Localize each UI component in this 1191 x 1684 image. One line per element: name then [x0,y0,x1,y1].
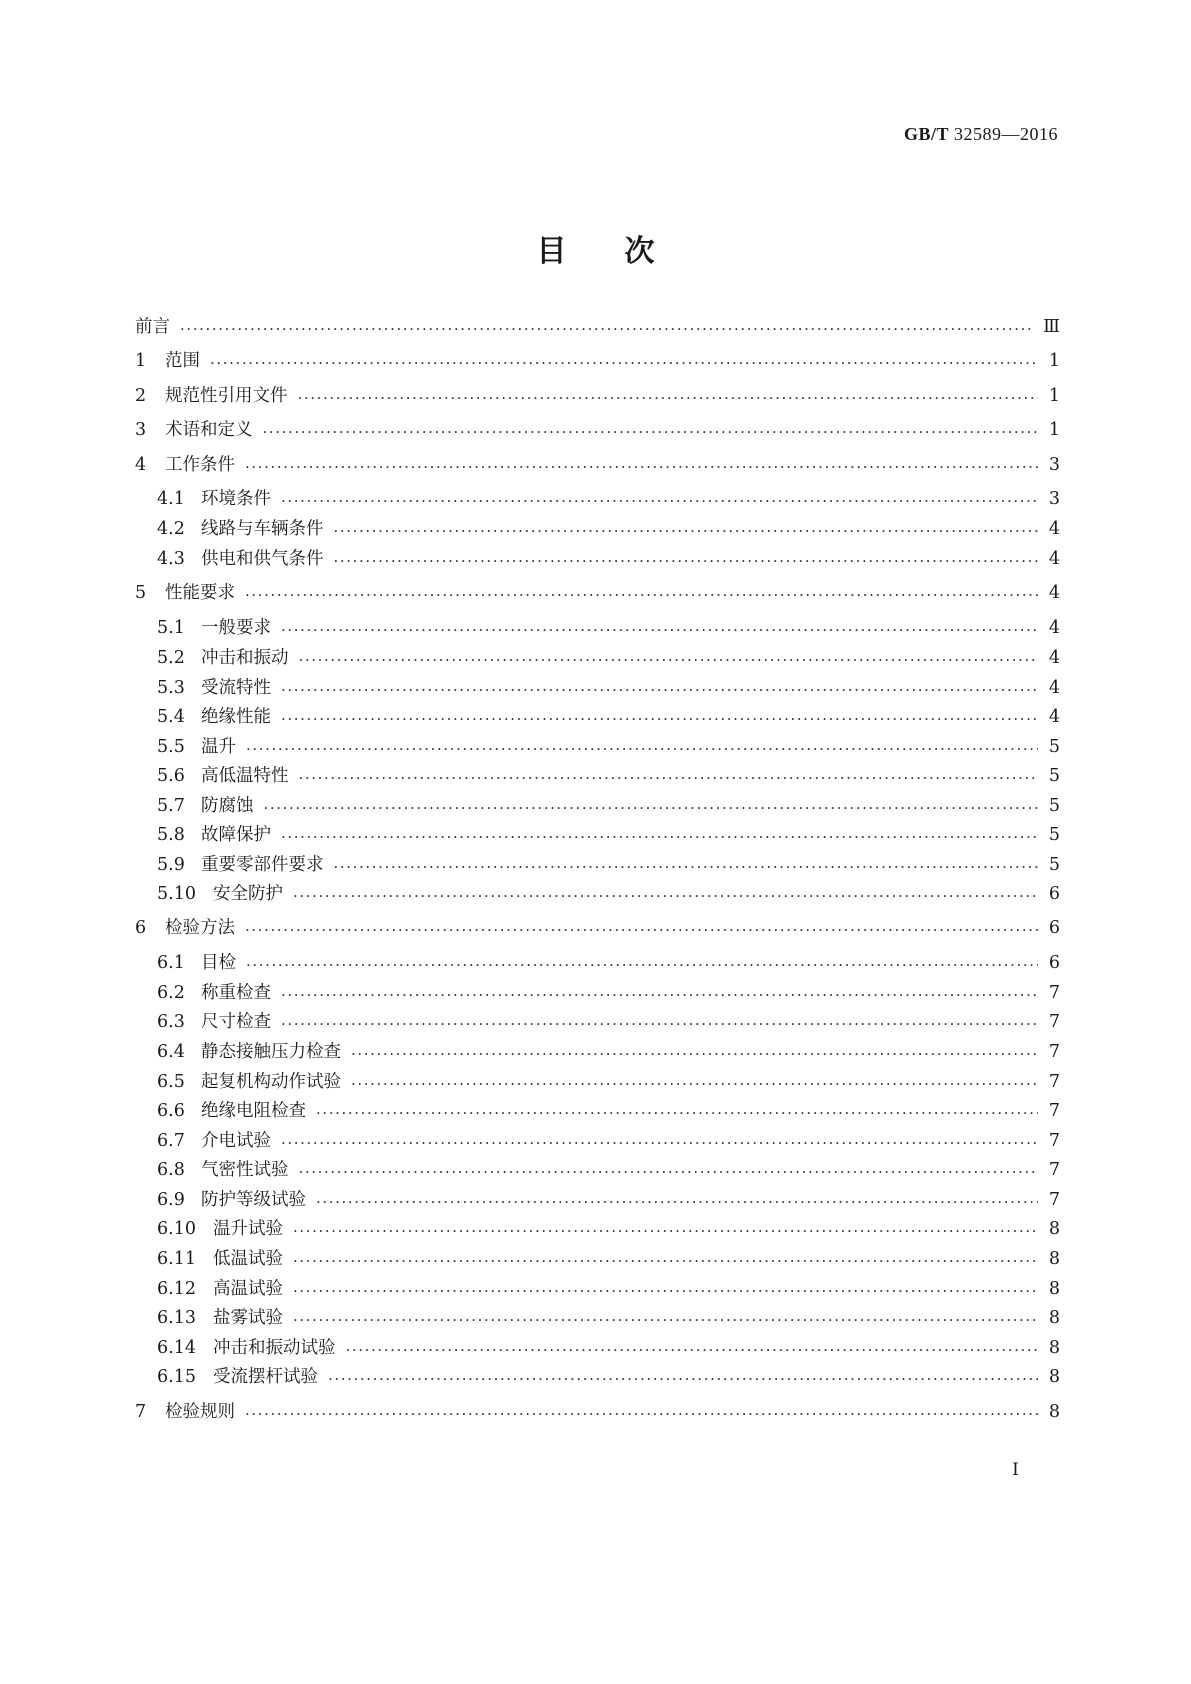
toc-entry-number: 5.7 [157,796,185,816]
toc-entry-label: 工作条件 [165,455,235,475]
toc-entry[interactable] [135,347,1060,371]
toc-leader-dots [298,388,1039,410]
toc-entry-label: 气密性试验 [201,1160,289,1180]
toc-entry[interactable] [135,821,1060,845]
toc-entry[interactable] [135,1186,1060,1210]
toc-entry[interactable] [135,851,1060,875]
toc-entry[interactable] [135,1127,1060,1151]
toc-entry-page: 6 [1048,918,1060,938]
toc-entry-page: 1 [1048,386,1060,406]
toc-entry[interactable] [135,1398,1060,1422]
toc-entry-label: 范围 [165,351,200,371]
toc-entry-number: 5.3 [157,678,185,698]
toc-leader-dots [281,680,1038,702]
toc-entry[interactable] [135,485,1060,509]
toc-entry-page: 8 [1048,1367,1060,1387]
toc-entry-label: 重要零部件要求 [201,855,324,875]
toc-entry-number: 2 [135,386,147,406]
toc-entry-number: 5.8 [157,825,185,845]
toc-leader-dots [245,457,1038,479]
toc-entry-number: 5.1 [157,618,185,638]
toc-leader-dots [293,1310,1038,1332]
toc-entry-number: 5 [135,583,147,603]
toc-entry-label: 绝缘电阻检查 [201,1101,306,1121]
toc-entry[interactable] [135,1304,1060,1328]
toc-leader-dots [346,1340,1039,1362]
standard-number: 32589—2016 [954,124,1058,144]
toc-entry-label: 绝缘性能 [201,707,271,727]
toc-entry-page: 5 [1048,855,1060,875]
toc-entry-page: 3 [1048,489,1060,509]
toc-leader-dots [334,521,1039,543]
toc-leader-dots [328,1369,1038,1391]
toc-entry-number: 6.14 [157,1338,196,1358]
toc-entry-page: 6 [1048,953,1060,973]
toc-entry-label: 低温试验 [213,1249,283,1269]
toc-entry-number: 5.2 [157,648,185,668]
toc-leader-dots [281,491,1038,513]
toc-leader-dots [316,1103,1038,1125]
toc-entry-label: 称重检查 [201,983,271,1003]
toc-entry-page: 4 [1048,707,1060,727]
toc-leader-dots [316,1192,1038,1214]
toc-entry-page: 7 [1048,1131,1060,1151]
toc-leader-dots [246,955,1038,977]
toc-entry-label: 供电和供气条件 [201,549,324,569]
toc-leader-dots [246,739,1038,761]
toc-entry-number: 4 [135,455,147,475]
toc-entry-label: 温升试验 [213,1219,283,1239]
toc-entry[interactable] [135,614,1060,638]
toc-entry-page: 1 [1048,351,1060,371]
toc-leader-dots [334,857,1039,879]
toc-entry[interactable] [135,1156,1060,1180]
toc-entry-page: 7 [1048,1160,1060,1180]
toc-entry[interactable] [135,1215,1060,1239]
toc-entry-number: 7 [135,1402,147,1422]
toc-entry-label: 高温试验 [213,1279,283,1299]
toc-entry-number: 6.11 [157,1249,196,1269]
toc-entry-number: 6.10 [157,1219,196,1239]
toc-entry-page: 4 [1048,519,1060,539]
toc-leader-dots [245,920,1038,942]
toc-entry-page: 4 [1048,678,1060,698]
toc-entry-page: 8 [1048,1308,1060,1328]
toc-entry[interactable] [135,1334,1060,1358]
toc-entry[interactable] [135,313,1060,337]
toc-entry-number: 6.7 [157,1131,185,1151]
toc-leader-dots [263,422,1039,444]
toc-entry[interactable] [135,1068,1060,1092]
toc-entry-page: 5 [1048,796,1060,816]
toc-leader-dots [351,1044,1038,1066]
toc-entry[interactable] [135,644,1060,668]
toc-entry-page: 8 [1048,1402,1060,1422]
toc-leader-dots [281,827,1038,849]
toc-entry[interactable] [135,1275,1060,1299]
toc-entry-number: 6.12 [157,1279,196,1299]
toc-leader-dots [264,798,1039,820]
toc-leader-dots [180,319,1033,341]
toc-entry-page: 5 [1048,766,1060,786]
toc-entry-number: 6 [135,918,147,938]
toc-entry[interactable] [135,914,1060,938]
toc-entry-page: 4 [1048,648,1060,668]
toc-entry-label: 受流摆杆试验 [213,1367,318,1387]
toc-entry-label: 性能要求 [165,583,235,603]
toc-entry-number: 1 [135,351,147,371]
toc-leader-dots [281,620,1038,642]
toc-entry-label: 一般要求 [201,618,271,638]
toc-leader-dots [281,1014,1038,1036]
toc-entry[interactable] [135,949,1060,973]
toc-entry-label: 目检 [201,953,236,973]
toc-entry-label: 检验方法 [165,918,235,938]
toc-entry[interactable] [135,515,1060,539]
toc-entry-page: 7 [1048,1012,1060,1032]
toc-leader-dots [245,1404,1038,1426]
toc-entry-number: 6.8 [157,1160,185,1180]
toc-entry-label: 安全防护 [213,884,283,904]
toc-entry-number: 4.3 [157,549,185,569]
toc-leader-dots [210,353,1038,375]
toc-entry-label: 线路与车辆条件 [201,519,324,539]
toc-leader-dots [334,551,1039,573]
toc-entry[interactable] [135,579,1060,603]
toc-entry-number: 6.2 [157,983,185,1003]
toc-entry[interactable] [135,1008,1060,1032]
toc-entry-number: 5.5 [157,737,185,757]
toc-entry[interactable] [135,1245,1060,1269]
toc-entry-page: 4 [1048,618,1060,638]
page-number: I [1012,1460,1019,1480]
toc-entry-number: 5.10 [157,884,196,904]
toc-entry-label: 防护等级试验 [201,1190,306,1210]
toc-entry[interactable] [135,762,1060,786]
toc-leader-dots [245,585,1038,607]
toc-entry-page: 8 [1048,1219,1060,1239]
toc-entry[interactable] [135,545,1060,569]
toc-entry-label: 受流特性 [201,678,271,698]
toc-entry[interactable] [135,451,1060,475]
toc-entry[interactable] [135,792,1060,816]
toc-entry-page: 4 [1048,549,1060,569]
toc-entry[interactable] [135,382,1060,406]
toc-entry-label: 故障保护 [201,825,271,845]
toc-entry-number: 6.9 [157,1190,185,1210]
toc-leader-dots [293,886,1038,908]
toc-entry-page: 7 [1048,1042,1060,1062]
toc-entry[interactable] [135,1363,1060,1387]
toc-entry-number: 5.9 [157,855,185,875]
toc-entry-page: 8 [1048,1249,1060,1269]
toc-leader-dots [351,1074,1038,1096]
toc-leader-dots [293,1281,1038,1303]
toc-entry-page: 8 [1048,1279,1060,1299]
toc-entry-page: 3 [1048,455,1060,475]
page-title: 目次 [536,234,713,269]
toc-entry-number: 6.13 [157,1308,196,1328]
toc-entry-label: 冲击和振动 [201,648,289,668]
toc-entry-number: 6.5 [157,1072,185,1092]
toc-entry-number: 4.1 [157,489,185,509]
toc-leader-dots [281,709,1038,731]
toc-entry[interactable] [135,1038,1060,1062]
toc-entry-page: Ⅲ [1043,317,1060,337]
toc-entry-page: 7 [1048,1190,1060,1210]
toc-entry[interactable] [135,674,1060,698]
toc-entry-page: 5 [1048,737,1060,757]
toc-entry-number: 6.4 [157,1042,185,1062]
toc-entry[interactable] [135,703,1060,727]
toc-entry-number: 3 [135,420,147,440]
standard-prefix: GB/T [903,124,949,144]
toc-entry[interactable] [135,880,1060,904]
toc-entry-label: 环境条件 [201,489,271,509]
toc-leader-dots [281,985,1038,1007]
toc-leader-dots [299,1162,1039,1184]
toc-entry-page: 7 [1048,1101,1060,1121]
toc-leader-dots [299,650,1039,672]
toc-entry-page: 6 [1048,884,1060,904]
toc-entry-page: 1 [1048,420,1060,440]
toc-entry-number: 6.6 [157,1101,185,1121]
toc-entry-number: 6.3 [157,1012,185,1032]
toc-entry-label: 术语和定义 [165,420,253,440]
toc-entry-label: 高低温特性 [201,766,289,786]
toc-entry-number: 6.1 [157,953,185,973]
toc-entry-page: 8 [1048,1338,1060,1358]
toc-entry-label: 冲击和振动试验 [213,1338,336,1358]
toc-entry-number: 5.4 [157,707,185,727]
toc-entry-label: 起复机构动作试验 [201,1072,341,1092]
toc-entry-label: 盐雾试验 [213,1308,283,1328]
toc-entry-number: 6.15 [157,1367,196,1387]
toc-entry-label: 温升 [201,737,236,757]
toc-leader-dots [299,768,1039,790]
toc-entry[interactable] [135,1097,1060,1121]
toc-entry-label: 防腐蚀 [201,796,254,816]
toc-entry[interactable] [135,416,1060,440]
toc-entry-label: 介电试验 [201,1131,271,1151]
toc-leader-dots [281,1133,1038,1155]
toc-entry-page: 4 [1048,583,1060,603]
toc-entry-label: 静态接触压力检查 [201,1042,341,1062]
toc-entry-page: 5 [1048,825,1060,845]
toc-entry-label: 检验规则 [165,1402,235,1422]
toc-entry-number: 4.2 [157,519,185,539]
toc-entry[interactable] [135,733,1060,757]
toc-entry-label: 尺寸检查 [201,1012,271,1032]
toc-entry-label: 规范性引用文件 [165,386,288,406]
toc-entry-number: 5.6 [157,766,185,786]
toc-entry[interactable] [135,979,1060,1003]
toc-entry-page: 7 [1048,1072,1060,1092]
standard-code [904,124,1058,145]
toc-leader-dots [293,1221,1038,1243]
toc-leader-dots [293,1251,1038,1273]
toc-entry-label: 前言 [135,317,170,337]
toc-entry-page: 7 [1048,983,1060,1003]
